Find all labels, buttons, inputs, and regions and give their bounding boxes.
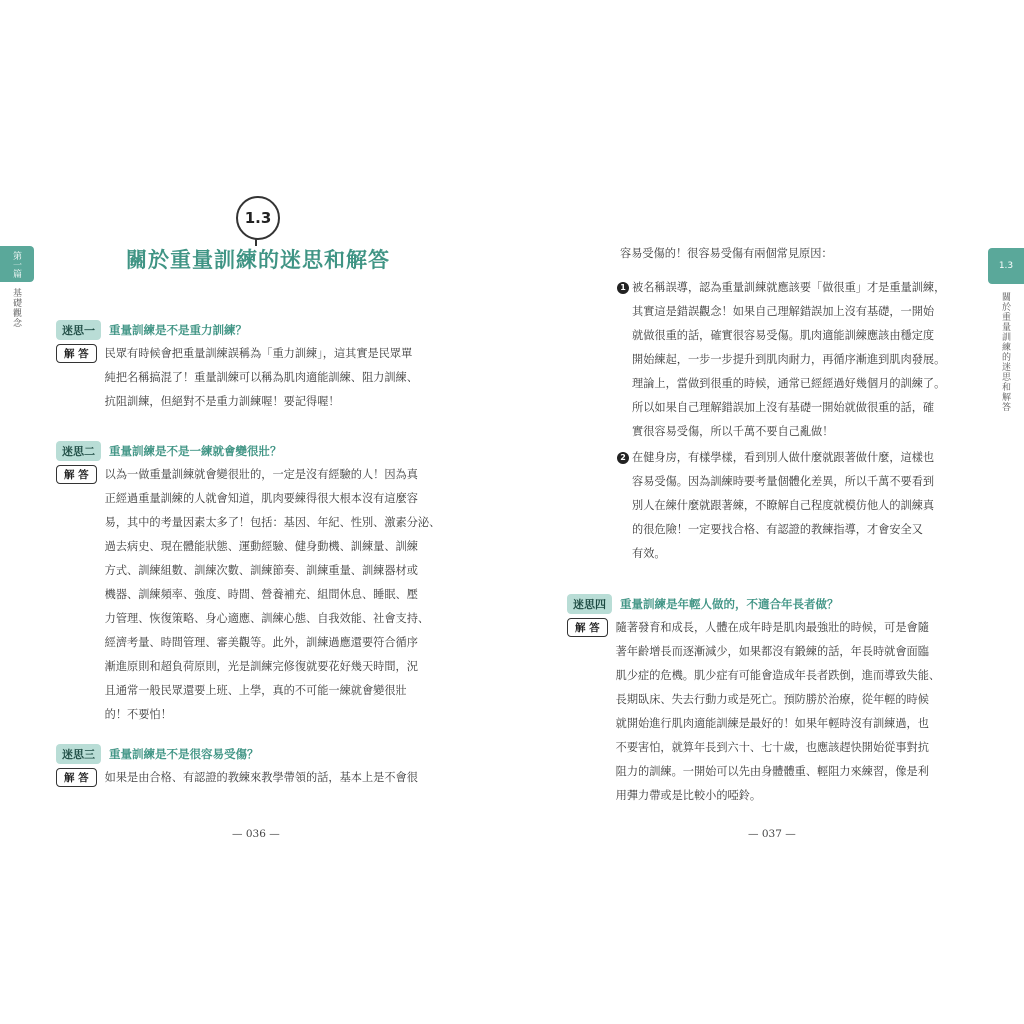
reason-line: 理論上，當做到很重的時候，通常已經經過好幾個月的訓練了。 [632, 377, 946, 390]
myth-question: 重量訓練是不是重力訓練？ [109, 323, 247, 337]
answer-line: 純把名稱搞混了！重量訓練可以稱為肌肉適能訓練、阻力訓練、 [104, 371, 418, 384]
answer-line: 力管理、恢復策略、身心適應、訓練心態、自我效能、社會支持、 [104, 612, 430, 625]
answer-line: 漸進原則和超負荷原則，光是訓練完修復就要花好幾天時間，況 [104, 660, 418, 673]
chapter-title: 關於重量訓練的迷思和解答 [126, 248, 390, 272]
answer-line: 機器、訓練頻率、強度、時間、營養補充、組間休息、睡眠、壓 [104, 588, 418, 601]
answer-line: 過去病史、現在體能狀態、運動經驗、健身動機、訓練量、訓練 [104, 540, 418, 553]
reason-line: 有效。 [632, 547, 666, 560]
reason-text [632, 276, 945, 444]
myth-badge: 迷思二 [56, 441, 101, 461]
answer-text [105, 342, 418, 414]
answer-line: 的！不要怕！ [104, 708, 172, 721]
answer-line: 正經過重量訓練的人就會知道，肌肉要練得很大根本沒有這麼容 [104, 492, 418, 505]
myth-block-1 [56, 320, 418, 414]
answer-text [616, 616, 940, 808]
answer-badge: 解 答 [56, 768, 97, 787]
answer-line: 著年齡增長而逐漸減少，如果都沒有鍛練的話，年長時就會面臨 [615, 645, 929, 658]
answer-line: 隨著發育和成長，人體在成年時是肌肉最強壯的時候，可是會隨 [615, 621, 929, 634]
myth-block-2 [56, 441, 440, 727]
answer-line: 易，其中的考量因素太多了！包括：基因、年紀、性別、激素分泌、 [104, 516, 441, 529]
section-tab-subtitle: 關於重量訓練的迷思和解答 [1000, 292, 1010, 412]
answer-line: 方式、訓練組數、訓練次數、訓練節奏、訓練重量、訓練器材或 [104, 564, 418, 577]
myth-badge: 迷思四 [567, 594, 612, 614]
answer-line: 長期臥床、失去行動力或是死亡。預防勝於治療，從年輕的時候 [615, 693, 929, 706]
answer-text [105, 766, 418, 790]
answer-line: 民眾有時候會把重量訓練誤稱為「重力訓練」，這其實是民眾單 [104, 347, 413, 360]
answer-line: 肌少症的危機。肌少症有可能會造成年長者跌倒，進而導致失能、 [615, 669, 941, 682]
part-tab-subtitle: 基礎觀念 [11, 288, 21, 328]
answer-line: 不要害怕，就算年長到六十、七十歲，也應該趕快開始從事對抗 [615, 741, 929, 754]
answer-badge: 解 答 [56, 465, 97, 484]
page-number-left: — 036 — [232, 828, 280, 840]
answer-line: 用彈力帶或是比較小的啞鈴。 [615, 789, 762, 802]
reason-item-1 [617, 276, 945, 444]
reason-line: 開始練起，一步一步提升到肌肉耐力，再循序漸進到肌肉發展。 [632, 353, 946, 366]
reason-line: 就做很重的話，確實很容易受傷。肌肉適能訓練應該由穩定度 [632, 329, 935, 342]
reason-line: 容易受傷。因為訓練時要考量個體化差異，所以千萬不要看到 [632, 475, 935, 488]
reason-line: 實很容易受傷，所以千萬不要自己亂做！ [632, 425, 834, 438]
answer-line: 如果是由合格、有認證的教練來教學帶領的話，基本上是不會很 [104, 771, 418, 784]
answer-line: 抗阻訓練，但絕對不是重力訓練喔！要記得喔！ [104, 395, 340, 408]
answer-line: 且通常一般民眾還要上班、上學，真的不可能一練就會變很壯 [104, 684, 407, 697]
reason-line: 在健身房，有樣學樣，看到別人做什麼就跟著做什麼，這樣也 [632, 451, 935, 464]
reason-item-2 [617, 446, 934, 566]
reason-line: 的很危險！一定要找合格、有認證的教練指導，才會安全又 [632, 523, 923, 536]
reason-line: 其實這是錯誤觀念！如果自己理解錯誤加上沒有基礎，一開始 [632, 305, 935, 318]
answer-line: 阻力的訓練。一開始可以先由身體體重、輕阻力來練習，像是利 [615, 765, 929, 778]
myth-badge: 迷思三 [56, 744, 101, 764]
reason-number-badge: 1 [617, 282, 629, 294]
answer-badge: 解 答 [56, 344, 97, 363]
reason-number-badge: 2 [617, 452, 629, 464]
myth-badge: 迷思一 [56, 320, 101, 340]
chapter-number-badge: 1.3 [236, 196, 280, 240]
reason-line: 所以如果自己理解錯誤加上沒有基礎一開始就做很重的話，確 [632, 401, 935, 414]
myth-block-4 [567, 594, 940, 808]
section-tab: 1.3 [988, 248, 1024, 284]
page-number-right: — 037 — [748, 828, 796, 840]
answer-line: 經濟考量、時間管理、審美觀等。此外，訓練過應還要符合循序 [104, 636, 418, 649]
answer-line: 以為一做重量訓練就會變很壯的，一定是沒有經驗的人！因為真 [104, 468, 418, 481]
answer-badge: 解 答 [567, 618, 608, 637]
answer-text [105, 463, 441, 727]
myth-block-3 [56, 744, 418, 790]
intro-line: 容易受傷的！很容易受傷有兩個常見原因： [620, 247, 833, 260]
reason-line: 被名稱誤導，認為重量訓練就應該要「做很重」才是重量訓練， [632, 281, 946, 294]
intro-paragraph [620, 242, 833, 266]
reason-line: 別人在練什麼就跟著練，不瞭解自己程度就模仿他人的訓練真 [632, 499, 935, 512]
myth-question: 重量訓練是不是很容易受傷？ [109, 747, 259, 761]
myth-question: 重量訓練是不是一練就會變很壯？ [109, 444, 282, 458]
myth-question: 重量訓練是年輕人做的，不適合年長者做？ [620, 597, 839, 611]
part-tab: 第一篇 [0, 246, 34, 282]
reason-text [632, 446, 934, 566]
answer-line: 就開始進行肌肉適能訓練是最好的！如果年輕時沒有訓練過，也 [615, 717, 929, 730]
